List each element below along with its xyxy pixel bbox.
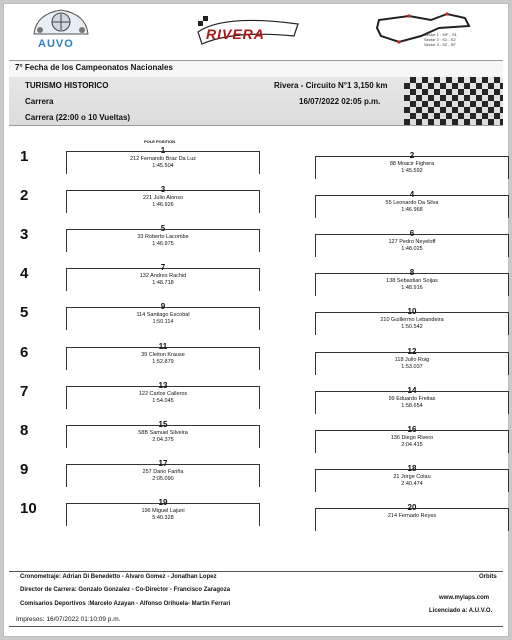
lap-time: 2:40.474 bbox=[401, 481, 423, 487]
row-number: 6 bbox=[20, 344, 29, 361]
driver-name: 214 Fernado Reyes bbox=[387, 513, 437, 519]
row-number: 10 bbox=[20, 500, 37, 517]
sector-line: Sector 2 : S1 - S2 bbox=[424, 37, 456, 42]
driver-name: 210 Guillermo Lebandeira bbox=[380, 317, 444, 323]
page-title: 7° Fecha de los Campeonatos Nacionales bbox=[15, 63, 173, 72]
grid-slot bbox=[66, 146, 260, 176]
driver-name: 55 Leonardo Da Silva bbox=[385, 200, 439, 206]
row-number: 9 bbox=[20, 461, 29, 478]
session-info bbox=[9, 77, 503, 126]
rivera-logo bbox=[194, 12, 304, 48]
grid-slot bbox=[66, 420, 260, 450]
lap-time: 1:54.045 bbox=[152, 398, 174, 404]
row-number: 8 bbox=[20, 422, 29, 439]
sector-line: Sector 1 : S/F - S1 bbox=[424, 32, 457, 37]
lap-time: 1:48.718 bbox=[152, 280, 174, 286]
grid-slot bbox=[66, 302, 260, 332]
driver-name: 122 Carlos Calleros bbox=[138, 391, 188, 397]
auvo-logo bbox=[26, 4, 96, 54]
grid-position: 14 bbox=[407, 386, 417, 395]
row-number: 2 bbox=[20, 187, 29, 204]
driver-name: 114 Santiago Escobal bbox=[136, 312, 190, 318]
grid-position: 6 bbox=[409, 229, 415, 238]
grid-slot bbox=[315, 151, 509, 181]
license-label: Licenciado a: A.U.V.O. bbox=[429, 608, 493, 614]
grid-slot bbox=[315, 229, 509, 259]
driver-name: 39 Cleiton Krause bbox=[141, 352, 185, 358]
title-bar bbox=[9, 60, 503, 78]
sector-legend bbox=[424, 32, 457, 47]
footer-divider bbox=[9, 571, 503, 572]
timing-credits: Cronometraje: Adrian Di Benedetto - Alvaro Gomez - Jonathan Lopez bbox=[20, 574, 217, 580]
lap-time: 1:46.975 bbox=[152, 241, 174, 247]
grid-slot bbox=[315, 425, 509, 455]
grid-slot bbox=[315, 503, 509, 533]
session-label: Carrera bbox=[25, 97, 54, 106]
pole-position-label: POLE POSITION bbox=[144, 139, 176, 144]
lap-time: 1:46.926 bbox=[152, 202, 174, 208]
row-number: 4 bbox=[20, 265, 29, 282]
driver-name: 138 Sebastian Soijas bbox=[386, 278, 438, 284]
auvo-logo-text: AUVO bbox=[38, 38, 74, 50]
printed-divider bbox=[9, 626, 503, 627]
driver-name: 88 Moacir Fighera bbox=[389, 161, 435, 167]
grid-slot bbox=[66, 224, 260, 254]
grid-position: 17 bbox=[158, 459, 168, 468]
driver-name: 221 Julio Alonso bbox=[142, 195, 184, 201]
lap-time: 5:40.328 bbox=[152, 515, 174, 521]
grid-position: 1 bbox=[160, 146, 166, 155]
grid-slot bbox=[66, 185, 260, 215]
grid-position: 16 bbox=[407, 425, 417, 434]
grid-position: 5 bbox=[160, 224, 166, 233]
driver-name: 136 Diego Rivero bbox=[390, 435, 434, 441]
grid-slot bbox=[66, 381, 260, 411]
results-document bbox=[3, 3, 509, 637]
grid-position: 15 bbox=[158, 420, 168, 429]
lap-time: 1:53.037 bbox=[401, 364, 423, 370]
grid-position: 20 bbox=[407, 503, 417, 512]
grid-slot bbox=[315, 347, 509, 377]
grid-position: 8 bbox=[409, 268, 415, 277]
grid-slot bbox=[66, 498, 260, 528]
lap-time: 1:46.968 bbox=[401, 207, 423, 213]
driver-name: 212 Fernando Braz Da Luz bbox=[129, 156, 197, 162]
driver-name: 33 Roberto Lacombe bbox=[137, 234, 189, 240]
driver-name: 196 Miguel Lajuni bbox=[141, 508, 185, 514]
driver-name: 118 Julio Roig bbox=[394, 357, 430, 363]
grid-slot bbox=[315, 190, 509, 220]
website-link[interactable]: www.mylaps.com bbox=[439, 595, 490, 601]
lap-time: 1:48.025 bbox=[401, 246, 423, 252]
driver-name: 99 Eduardo Freitas bbox=[388, 396, 436, 402]
row-number: 5 bbox=[20, 304, 29, 321]
grid-position: 9 bbox=[160, 302, 166, 311]
grid-slot bbox=[66, 459, 260, 489]
auvo-emblem-icon bbox=[26, 4, 96, 40]
driver-name: 127 Pedro Neyeloff bbox=[388, 239, 436, 245]
circuit-label: Rivera - Circuito N°1 3,150 km bbox=[274, 81, 388, 90]
grid-position: 11 bbox=[158, 342, 168, 351]
lap-time: 2:05.090 bbox=[152, 476, 174, 482]
driver-name: 257 Dario Fariña bbox=[142, 469, 184, 475]
row-number: 1 bbox=[20, 148, 29, 165]
stewards: Comisarios Deportivos :Marcelo Azayan - Alfonso Orihuela- Martin Ferrari bbox=[20, 601, 231, 607]
driver-name: 21 Jorge Colau bbox=[393, 474, 431, 480]
grid-position: 13 bbox=[158, 381, 168, 390]
grid-position: 12 bbox=[407, 347, 417, 356]
grid-position: 19 bbox=[158, 498, 168, 507]
row-number: 3 bbox=[20, 226, 29, 243]
lap-time: 1:48.916 bbox=[401, 285, 423, 291]
grid-position: 4 bbox=[409, 190, 415, 199]
lap-time: 2:04.375 bbox=[152, 437, 174, 443]
lap-time: 2:04.415 bbox=[401, 442, 423, 448]
driver-name: 58B Samuel Silveira bbox=[138, 430, 188, 436]
orbits-label: Orbits bbox=[479, 574, 497, 580]
grid-position: 2 bbox=[409, 151, 415, 160]
grid-slot bbox=[66, 342, 260, 372]
row-number: 7 bbox=[20, 383, 29, 400]
session-datetime: 16/07/2022 02:05 p.m. bbox=[299, 97, 381, 106]
checkered-flag-pattern bbox=[404, 77, 503, 125]
grid-slot bbox=[315, 464, 509, 494]
driver-name: 132 Andres Rachid bbox=[139, 273, 187, 279]
grid-position: 3 bbox=[160, 185, 166, 194]
grid-position: 18 bbox=[407, 464, 417, 473]
lap-time: 1:45.504 bbox=[152, 163, 174, 169]
lap-time: 1:58.654 bbox=[401, 403, 423, 409]
race-director: Director de Carrera: Gonzalo Gonzalez - Co-Director - Francisco Zaragoza bbox=[20, 587, 231, 593]
race-detail: Carrera (22:00 o 10 Vueltas) bbox=[25, 113, 131, 122]
lap-time: 1:50.114 bbox=[152, 319, 174, 325]
rivera-logo-text: RIVERA bbox=[206, 26, 265, 42]
grid-slot bbox=[315, 386, 509, 416]
lap-time: 1:50.542 bbox=[401, 324, 423, 330]
grid-slot bbox=[315, 307, 509, 337]
grid-slot bbox=[66, 263, 260, 293]
sector-line: Sector 3 : S2 - SF bbox=[424, 42, 456, 47]
category-label: TURISMO HISTORICO bbox=[25, 81, 109, 90]
grid-position: 10 bbox=[407, 307, 417, 316]
printed-timestamp: Impresos: 16/07/2022 01:10:09 p.m. bbox=[16, 616, 121, 623]
grid-slot bbox=[315, 268, 509, 298]
lap-time: 1:52.879 bbox=[152, 359, 174, 365]
grid-position: 7 bbox=[160, 263, 166, 272]
lap-time: 1:45.592 bbox=[401, 168, 423, 174]
